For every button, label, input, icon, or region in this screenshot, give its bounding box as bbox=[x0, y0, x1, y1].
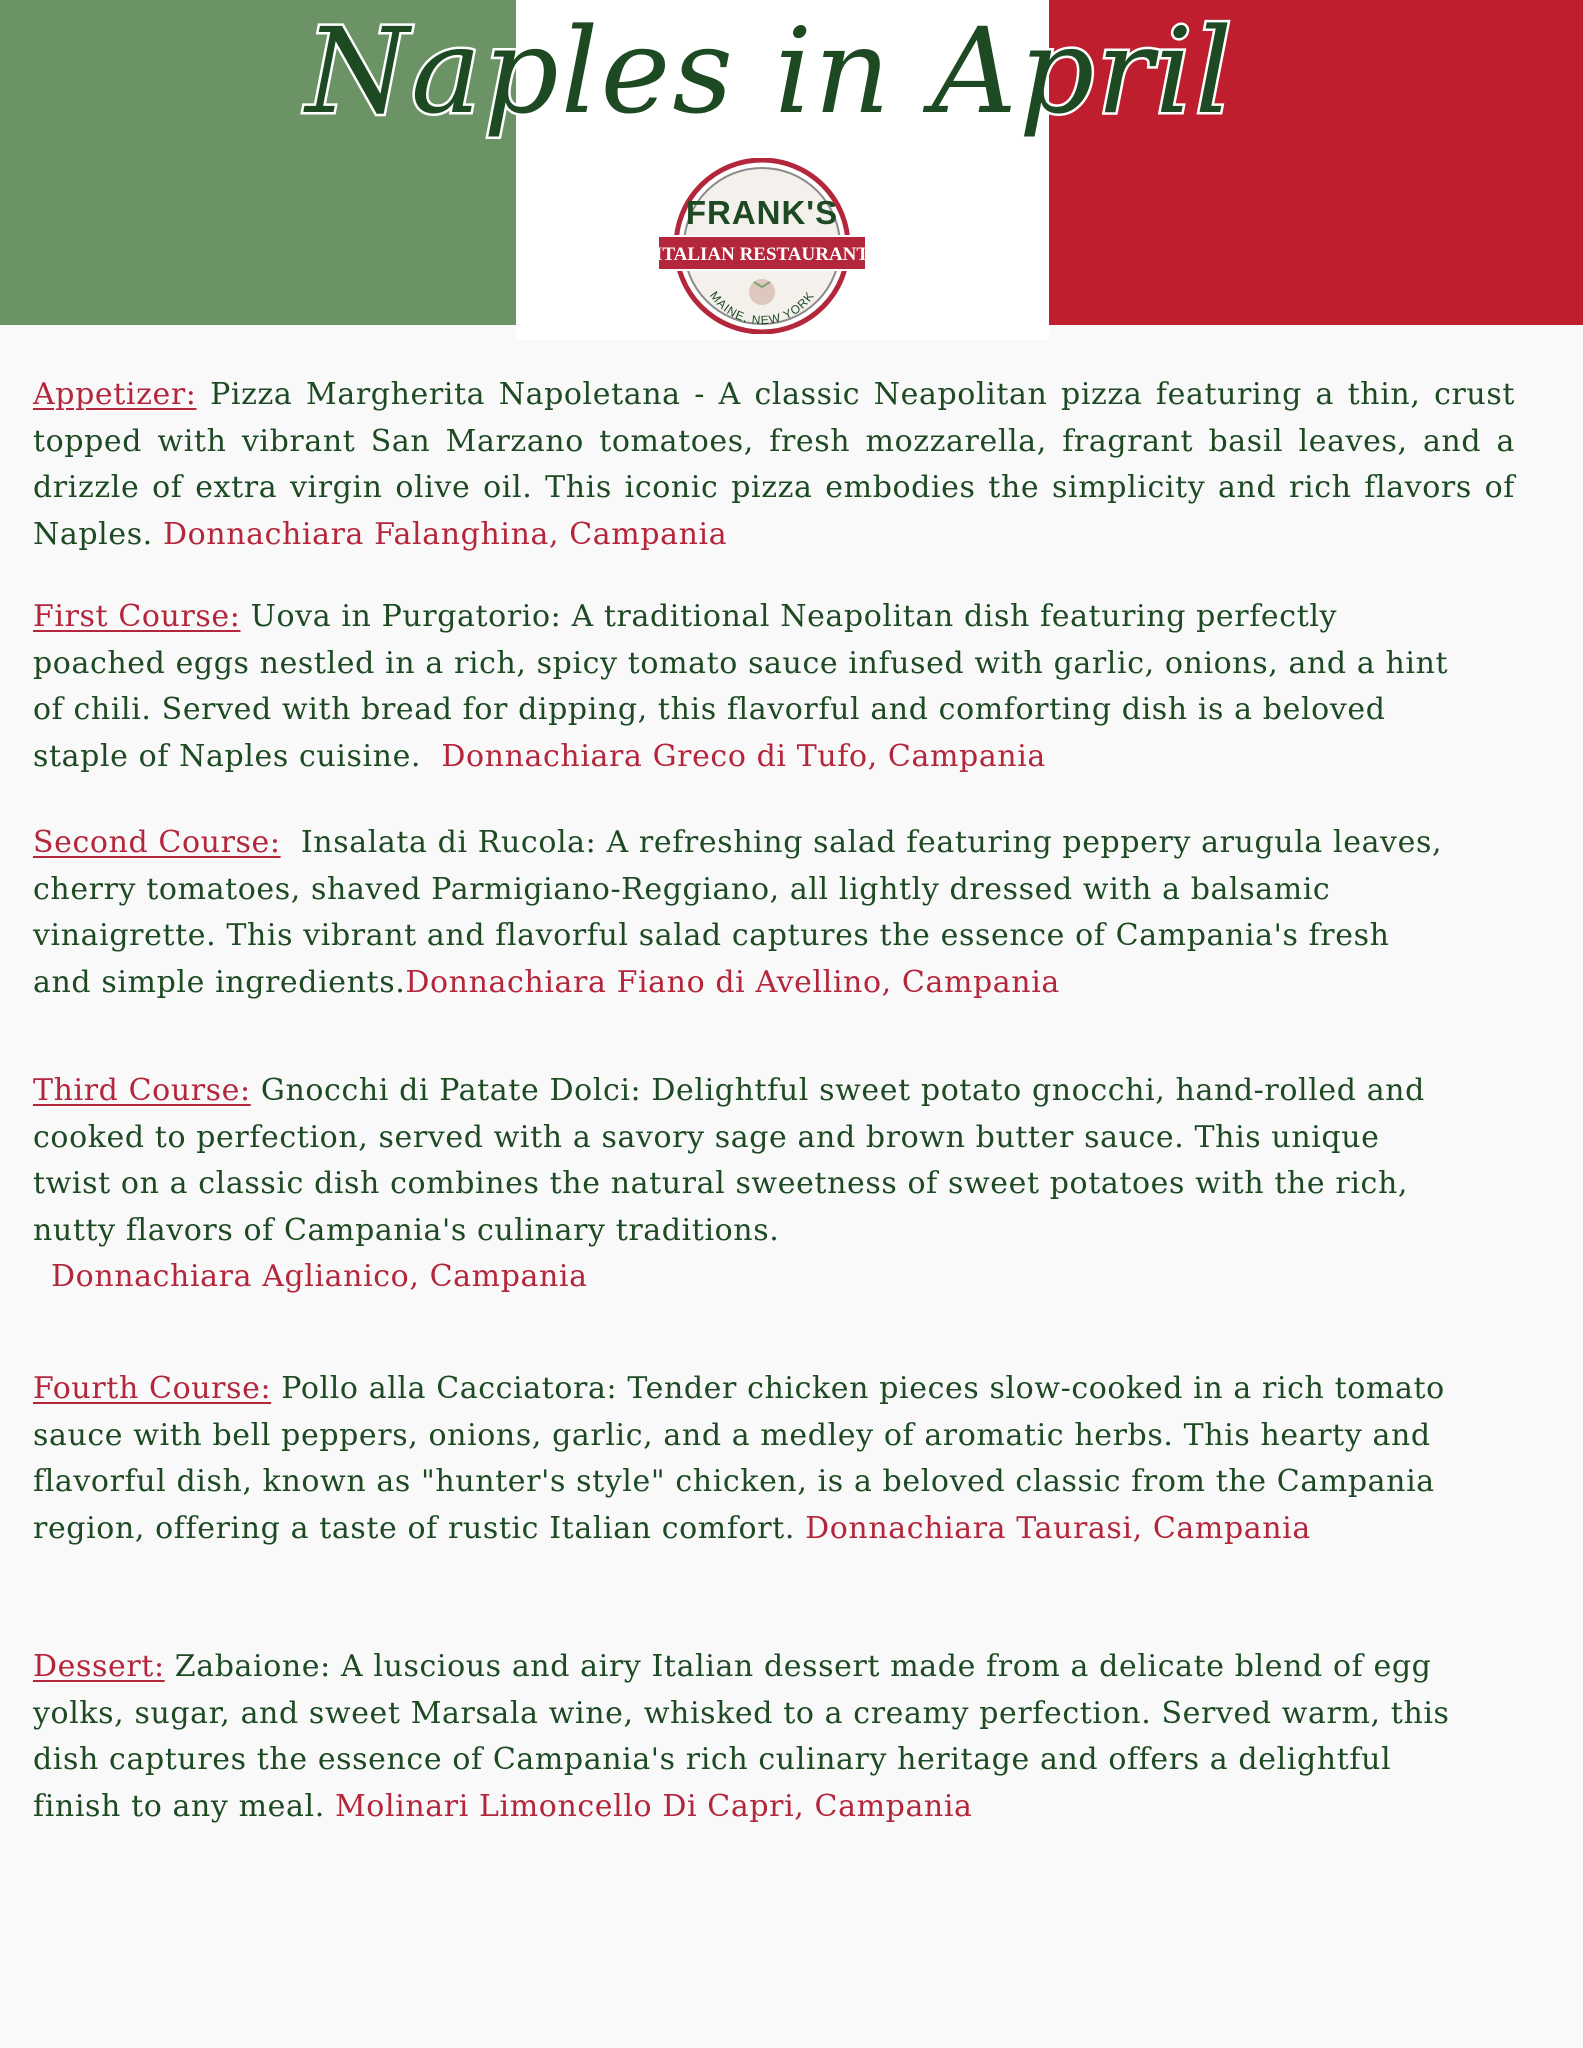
course-third bbox=[33, 1068, 1453, 1301]
logo-banner-text: ITALIAN RESTAURANT bbox=[656, 244, 868, 265]
course-label: Third Course: bbox=[33, 1073, 251, 1108]
wine-pairing: Donnachiara Fiano di Avellino, Campania bbox=[405, 964, 1060, 1000]
course-label: Fourth Course: bbox=[33, 1371, 272, 1406]
course-fourth bbox=[33, 1366, 1453, 1552]
course-description: Pollo alla Cacciatora: Tender chicken pieces slow-cooked in a rich tomato sauce with bell peppers, onions, garlic, and a medley of aromatic herbs. This hearty and flavorful dish, known as "hunter's style" chicken, is a beloved classic from the Campania region, offering a taste of rustic Italian comfort. bbox=[33, 1371, 1445, 1546]
restaurant-logo bbox=[656, 158, 868, 334]
course-description: Pizza Margherita Napoletana - A classic Neapolitan pizza featuring a thin, crust topped with vibrant San Marzano tomatoes, fresh mozzarella, fragrant basil leaves, and a drizzle of extra virgin olive oil. This iconic pizza embodies the simplicity and rich flavors of Naples. bbox=[33, 377, 1515, 552]
course-dessert bbox=[33, 1644, 1453, 1830]
course-label: Dessert: bbox=[33, 1649, 165, 1684]
page-title bbox=[0, 0, 1583, 150]
wine-pairing: Donnachiara Taurasi, Campania bbox=[805, 1510, 1311, 1546]
course-description: Uova in Purgatorio: A traditional Neapolitan dish featuring perfectly poached eggs nestled in a rich, spicy tomato sauce infused with garlic, onions, and a hint of chili. Served with bread for dipping, this flavorful and comforting dish is a beloved staple of Naples cuisine. bbox=[33, 599, 1449, 774]
logo-location-text: MAINE, NEW YORK bbox=[706, 288, 818, 328]
wine-pairing: Donnachiara Aglianico, Campania bbox=[51, 1259, 588, 1294]
tomato-icon bbox=[749, 279, 775, 305]
course-label: First Course: bbox=[33, 599, 241, 634]
course-appetizer bbox=[33, 372, 1515, 558]
course-label: Second Course: bbox=[33, 825, 281, 860]
wine-pairing: Molinari Limoncello Di Capri, Campania bbox=[334, 1788, 973, 1824]
course-description: Gnocchi di Patate Dolci: Delightful sweet potato gnocchi, hand-rolled and cooked to perfection, served with a savory sage and brown butter sauce. This unique twist on a classic dish combines the natural sweetness of sweet potatoes with the rich, nutty flavors of Campania's culinary traditions. bbox=[33, 1073, 1425, 1248]
logo-name: FRANK'S bbox=[685, 194, 839, 231]
course-description: Insalata di Rucola: A refreshing salad featuring peppery arugula leaves, cherry tomatoes, shaved Parmigiano-Reggiano, all lightly dressed with a balsamic vinaigrette. This vibrant and flavorful salad captures the essence of Campania's fresh and simple ingredients. bbox=[33, 825, 1443, 1000]
wine-pairing: Donnachiara Greco di Tufo, Campania bbox=[441, 738, 1046, 774]
header-banner bbox=[0, 0, 1583, 340]
wine-pairing: Donnachiara Falanghina, Campania bbox=[162, 516, 728, 552]
course-description: Zabaione: A luscious and airy Italian dessert made from a delicate blend of egg yolks, sugar, and sweet Marsala wine, whisked to a creamy perfection. Served warm, this dish captures the essence of Campania's rich culinary heritage and offers a delightful finish to any meal. bbox=[33, 1649, 1450, 1824]
course-second bbox=[33, 820, 1453, 1006]
page-title-text: Naples in April bbox=[305, 2, 1235, 140]
course-label: Appetizer: bbox=[33, 377, 197, 412]
course-first bbox=[33, 594, 1453, 780]
